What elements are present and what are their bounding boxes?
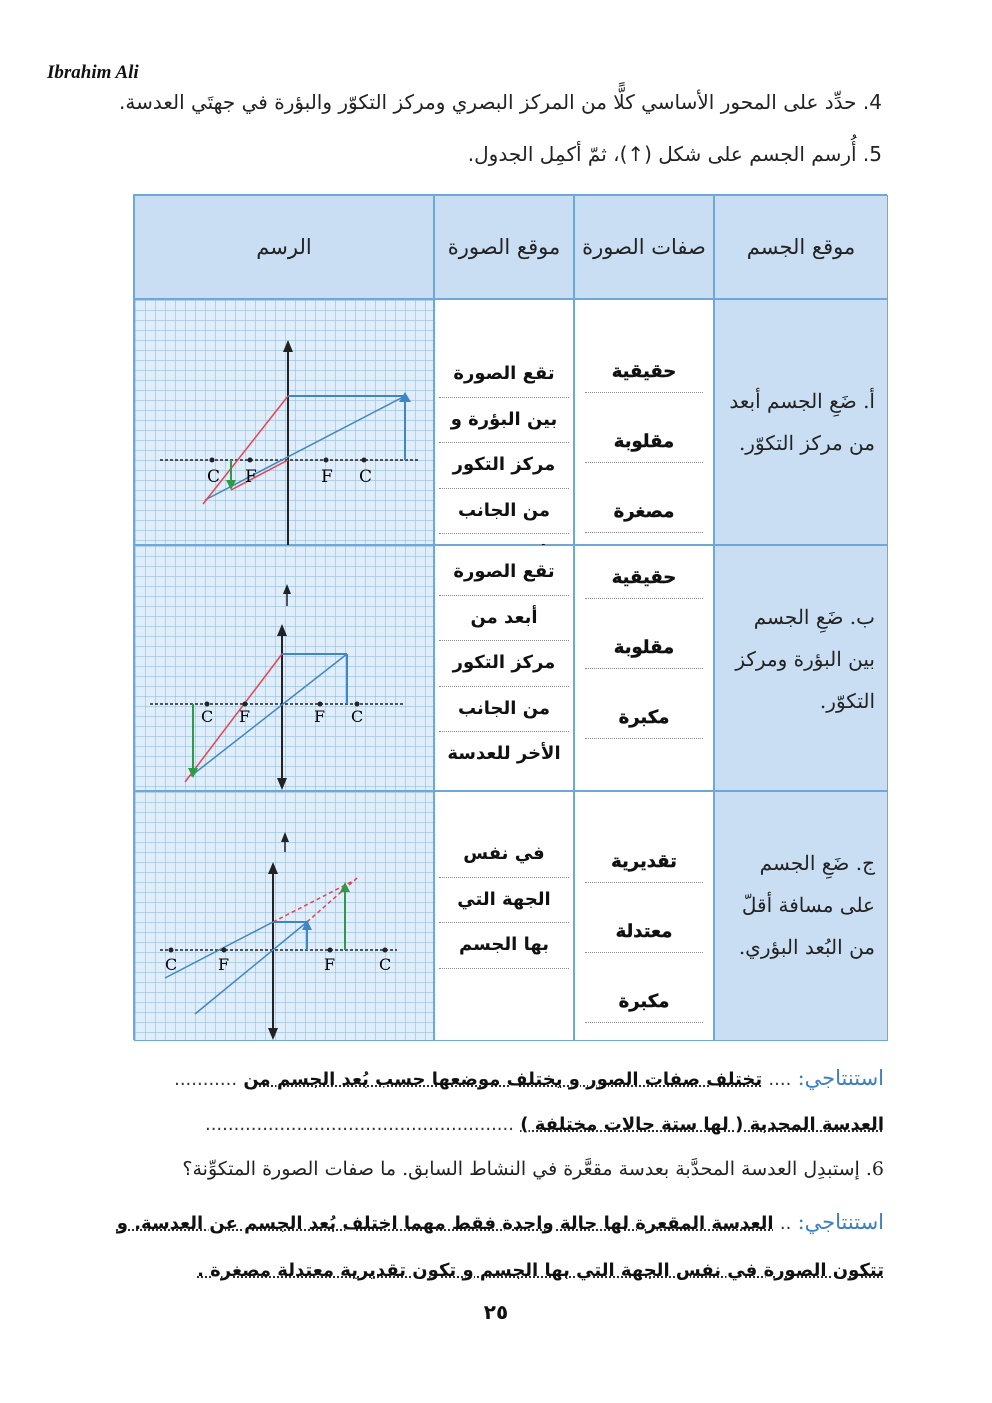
conclusion-1-line2: العدسة المحدبة ( لها ستة حالات مختلفة ) ......................................................: [204, 1114, 884, 1135]
row1-prop-3: مصغرة: [585, 492, 703, 533]
conclusion-2-text1: العدسة المقعرة لها حالة واحدة فقط مهما اختلف بُعد الجسم عن العدسة. و: [116, 1213, 774, 1234]
conclusion-2-text2: تتكون الصورة في نفس الجهة التي بها الجسم و تكون تقديرية معتدلة مصغرة .: [197, 1260, 884, 1281]
row3-prop-2: معتدلة: [585, 912, 703, 953]
row1-prop-1: حقيقية: [585, 352, 703, 393]
conclusion-2-label: استنتاجي:: [797, 1210, 884, 1234]
d3-label-f1: F: [218, 955, 230, 974]
d3-label-c1: C: [165, 955, 178, 974]
ray-diagram-3: [135, 792, 435, 1042]
d3-label-f2: F: [324, 955, 336, 974]
row3-properties-cell: [574, 791, 714, 1041]
row2-imgpos-line5: الأخر للعدسة: [447, 743, 561, 764]
header-image-position: موقع الصورة: [434, 195, 574, 299]
row2-prop-1: حقيقية: [585, 558, 703, 599]
row2-imgpos-line2: أبعد من: [439, 596, 569, 642]
row3-imgpos-line2: الجهة التي: [439, 878, 569, 924]
row1-object-position: أ. ضَعِ الجسم أبعد من مركز التكوّر.: [714, 299, 888, 545]
row3-prop-1: تقديرية: [585, 842, 703, 883]
row3-object-position: ج. ضَعِ الجسم على مسافة أقلّ من البُعد البؤري.: [714, 791, 888, 1041]
header-object-position: موقع الجسم: [714, 195, 888, 299]
d1-label-c2: C: [359, 467, 373, 487]
question-5: 5. أُرسم الجسم على شكل (↑)، ثمّ أكمِل الجدول.: [467, 142, 882, 166]
conclusion-2-line1: استنتاجي: .. العدسة المقعرة لها حالة واحدة فقط مهما اختلف بُعد الجسم عن العدسة. و: [116, 1210, 884, 1234]
conclusion-1-line1: استنتاجي: .... تختلف صفات الصور و يختلف موضعها حسب بُعد الجسم من ...........: [174, 1066, 884, 1090]
header-image-properties: صفات الصورة: [574, 195, 714, 299]
conclusion-1-text1: تختلف صفات الصور و يختلف موضعها حسب بُعد الجسم من: [243, 1069, 763, 1090]
row3-imgpos-line1: في نفس: [439, 832, 569, 878]
d1-label-f1: F: [245, 467, 257, 487]
row2-drawing: [134, 545, 434, 791]
question-4: 4. حدِّد على المحور الأساسي كلًّا من المركز البصري ومركز التكوّر والبؤرة في جهتَي العدسة.: [118, 90, 882, 114]
row2-prop-2: مقلوبة: [585, 628, 703, 669]
row1-properties-cell: [574, 299, 714, 545]
d2-label-f1: F: [239, 707, 251, 726]
row3-drawing: [134, 791, 434, 1041]
conclusion-2-line2: [197, 1260, 884, 1281]
row1-imgpos-line3: مركز التكور: [439, 443, 569, 489]
header-drawing: الرسم: [134, 195, 434, 299]
row1-drawing: [134, 299, 434, 545]
ray-diagram-1: [135, 300, 435, 546]
row2-image-position-cell: [434, 545, 574, 791]
d1-label-c1: C: [207, 467, 221, 487]
row1-prop-2: مقلوبة: [585, 422, 703, 463]
question-6: 6. إستبدِل العدسة المحدَّبة بعدسة مقعَّرة في النشاط السابق. ما صفات الصورة المتكوِّنة؟: [182, 1158, 884, 1180]
row2-object-position: ب. ضَعِ الجسم بين البؤرة ومركز التكوّر.: [714, 545, 888, 791]
row1-imgpos-line4: من الجانب: [439, 489, 569, 535]
row1-image-position-cell: [434, 299, 574, 545]
lens-table: [133, 194, 887, 1040]
row3-prop-3: مكبرة: [585, 982, 703, 1023]
d2-label-c2: C: [351, 707, 364, 726]
row1-imgpos-line2: بين البؤرة و: [439, 398, 569, 444]
row3-imgpos-line3: بها الجسم: [439, 923, 569, 969]
row2-properties-cell: [574, 545, 714, 791]
row2-imgpos-line1: تقع الصورة: [439, 550, 569, 596]
row2-imgpos-line3: مركز التكور: [439, 641, 569, 687]
d3-label-c2: C: [379, 955, 392, 974]
row2-imgpos-line4: من الجانب: [439, 687, 569, 733]
conclusion-1-text2: العدسة المحدبة ( لها ستة حالات مختلفة ): [520, 1114, 884, 1135]
d2-label-c1: C: [201, 707, 214, 726]
conclusion-1-label: استنتاجي:: [797, 1066, 884, 1090]
row2-prop-3: مكبرة: [585, 698, 703, 739]
page-number: ٢٥: [483, 1300, 509, 1324]
d1-label-f2: F: [321, 467, 333, 487]
author-name: Ibrahim Ali: [47, 62, 139, 83]
row3-image-position-cell: [434, 791, 574, 1041]
row1-imgpos-line1: تقع الصورة: [439, 352, 569, 398]
d2-label-f2: F: [314, 707, 326, 726]
ray-diagram-2: [135, 546, 435, 792]
